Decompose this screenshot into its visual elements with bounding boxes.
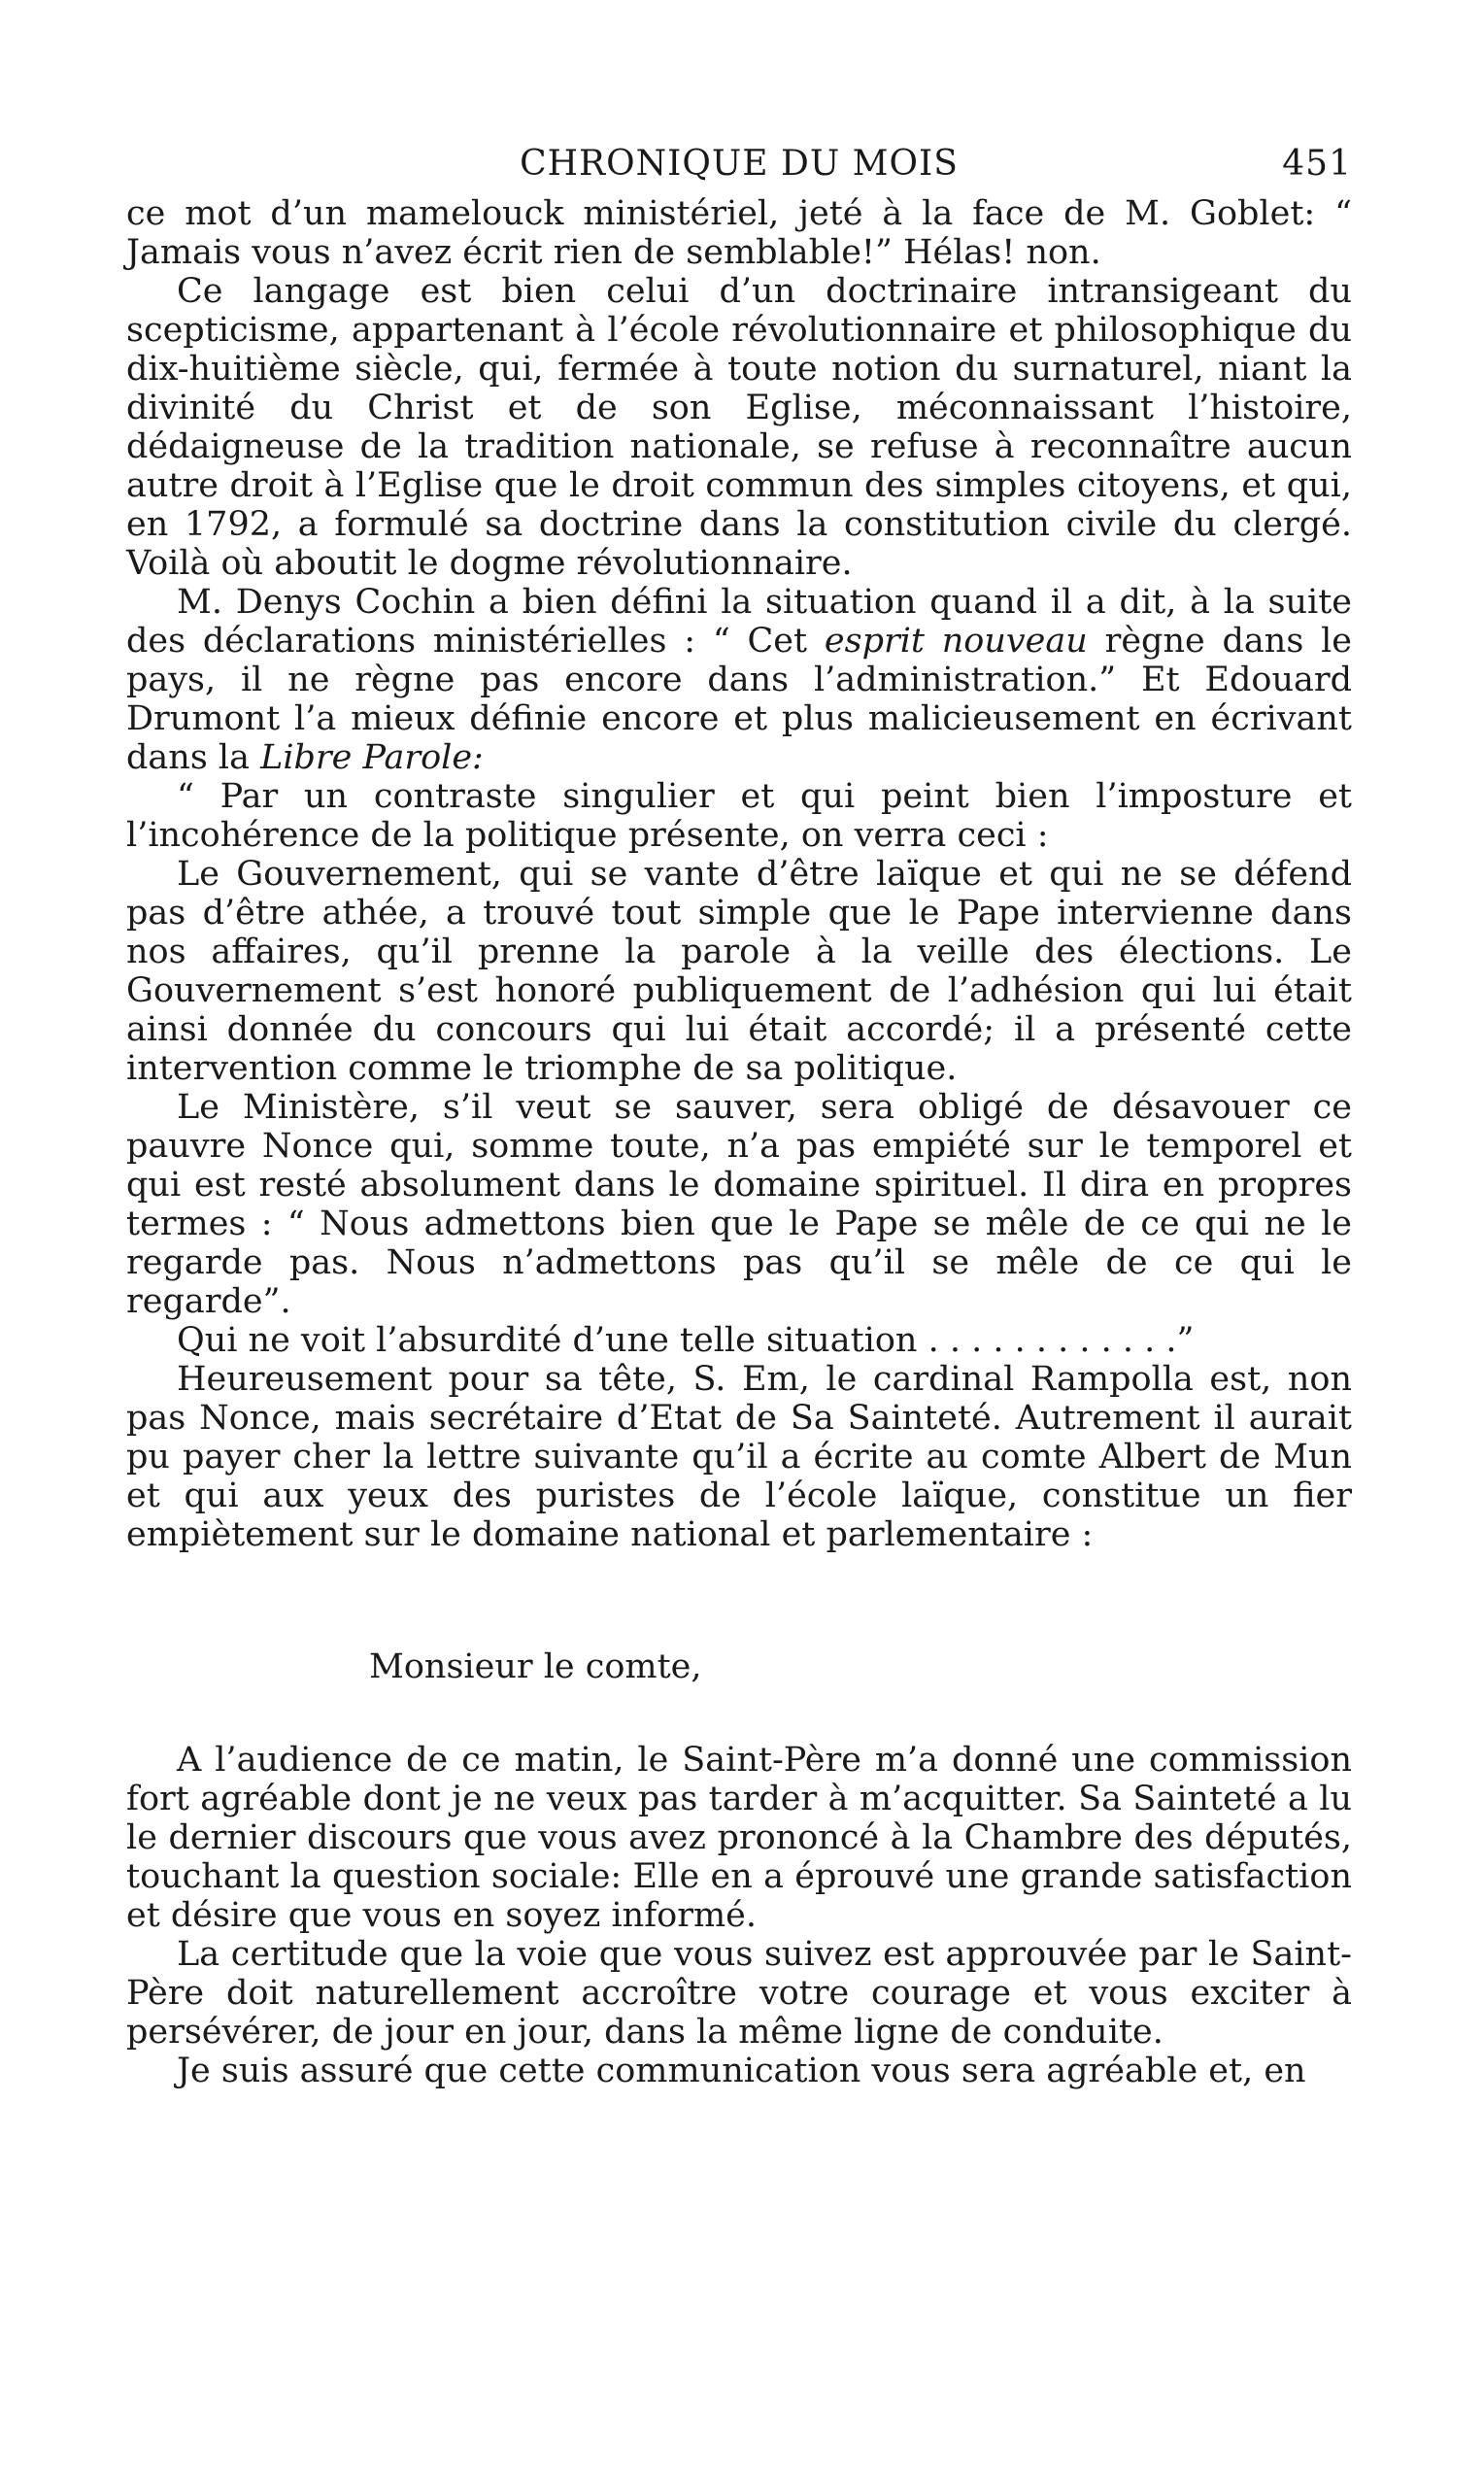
- letter-paragraph: Je suis assuré que cette communication vous sera agréable et, en: [177, 2052, 1306, 2090]
- paragraph: Heureusement pour sa tête, S. Em, le cardinal Rampolla est, non pas Nonce, mais secrétaire d’Etat de Sa Sainteté. Autrement il aurait pu payer cher la lettre suivante qu’il a écrite au comte Albert de Mun et qui aux yeux des puristes de l’école laïque, constitue un fier empiètement sur le domaine national et parlementaire :: [126, 1360, 1352, 1554]
- italic-phrase: esprit nouveau: [824, 622, 1088, 661]
- paragraph-text: règne dans le pays, il ne règne pas encore dans l’administration.” Et Edouard Drumont l’a mieux définie encore et plus malicieusement en écrivant dans la: [126, 622, 1352, 777]
- page-header: [126, 136, 1352, 194]
- letter-paragraph: La certitude que la voie que vous suivez est approuvée par le Saint-Père doit naturellement accroître votre courage et vous exciter à persévérer, de jour en jour, dans la même ligne de conduite.: [126, 1935, 1352, 2052]
- newspaper-title: Libre Parole:: [260, 738, 484, 777]
- quotation-paragraph: Le Gouvernement, qui se vante d’être laïque et qui ne se défend pas d’être athée, a trouvé tout simple que le Pape intervienne dans nos affaires, qu’il prenne la parole à la veille des élections. Le Gouvernement s’est honoré publiquement de l’adhésion qui lui était ainsi donnée du concours qui lui était accordé; il a présenté cette intervention comme le triomphe de sa politique.: [126, 855, 1352, 1088]
- paragraph: ce mot d’un mamelouck ministériel, jeté à la face de M. Goblet: “ Jamais vous n’avez écrit rien de semblable!” Hélas! non.: [126, 194, 1352, 272]
- running-title: CHRONIQUE DU MOIS: [520, 144, 959, 184]
- paragraph: Ce langage est bien celui d’un doctrinaire intransigeant du scepticisme, appartenant à l’école révolutionnaire et philosophique du dix-huitième siècle, qui, fermée à toute notion du surnaturel, niant la divinité du Christ et de son Eglise, méconnaissant l’histoire, dédaigneuse de la tradition nationale, se refuse à reconnaître aucun autre droit à l’Eglise que le droit commun des simples citoyens, et qui, en 1792, a formulé sa doctrine dans la constitution civile du clergé. Voilà où aboutit le dogme révolutionnaire.: [126, 272, 1352, 583]
- letter-salutation: Monsieur le comte,: [369, 1647, 702, 1686]
- quotation-paragraph: Le Ministère, s’il veut se sauver, sera obligé de désavouer ce pauvre Nonce qui, somme toute, n’a pas empiété sur le temporel et qui est resté absolument dans le domaine spirituel. Il dira en propres termes : “ Nous admettons bien que le Pape se mêle de ce qui ne le regarde pas. Nous n’admettons pas qu’il se mêle de ce qui le regarde”.: [126, 1088, 1352, 1321]
- letter-paragraph: A l’audience de ce matin, le Saint-Père m’a donné une commission fort agréable dont je ne veux pas tarder à m’acquitter. Sa Sainteté a lu le dernier discours que vous avez prononcé à la Chambre des députés, touchant la question sociale: Elle en a éprouvé une grande satisfaction et désire que vous en soyez informé.: [126, 1741, 1352, 1935]
- quotation-paragraph: Qui ne voit l’absurdité d’une telle situation . . . . . . . . . . . .”: [177, 1321, 1195, 1360]
- quotation-paragraph: “ Par un contraste singulier et qui peint bien l’imposture et l’incohérence de la politique présente, on verra ceci :: [126, 777, 1352, 855]
- paragraph: [126, 583, 1352, 777]
- page-number: 451: [1282, 144, 1352, 184]
- paragraph-text: M. Denys Cochin a bien défini la situation quand il a dit, à la suite des déclarations ministérielles : “ Cet: [126, 583, 1352, 661]
- document-page: [126, 136, 1352, 2090]
- page-body: [126, 194, 1352, 2090]
